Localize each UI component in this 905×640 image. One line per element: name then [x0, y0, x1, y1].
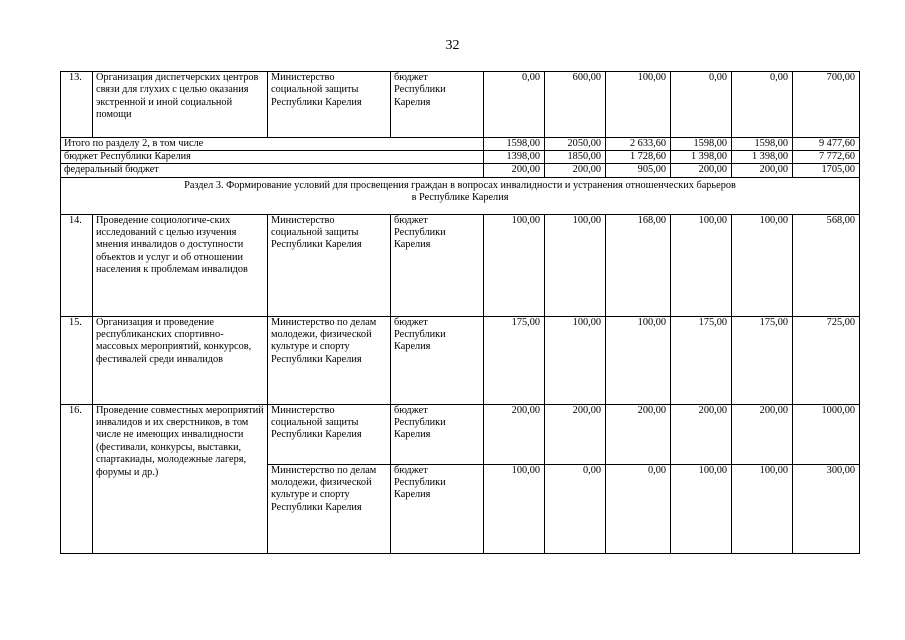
value-cell: 175,00 — [671, 316, 732, 404]
table-row — [61, 316, 860, 404]
value-cell: 9 477,60 — [793, 138, 860, 151]
value-cell: 568,00 — [793, 214, 860, 316]
funding-source: бюджет Республики Карелия — [391, 214, 484, 316]
value-cell: 725,00 — [793, 316, 860, 404]
value-cell: 200,00 — [484, 164, 545, 177]
value-cell: 0,00 — [606, 464, 671, 553]
funding-source: бюджет Республики Карелия — [391, 404, 484, 464]
total-label: федеральный бюджет — [61, 164, 484, 177]
value-cell: 0,00 — [484, 72, 545, 138]
responsible-ministry: Министерство по делам молодежи, физической культуре и спорту Республики Карелия — [268, 316, 391, 404]
value-cell: 175,00 — [484, 316, 545, 404]
value-cell: 0,00 — [732, 72, 793, 138]
value-cell: 1 398,00 — [732, 151, 793, 164]
page-number: 32 — [445, 38, 460, 53]
total-label: Итого по разделу 2, в том числе — [61, 138, 484, 151]
responsible-ministry: Министерство социальной защиты Республики Карелия — [268, 404, 391, 464]
total-row — [61, 151, 860, 164]
value-cell: 100,00 — [732, 214, 793, 316]
row-index: 15. — [61, 316, 93, 404]
row-index: 16. — [61, 404, 93, 553]
activity-name: Проведение совместных мероприятий инвалидов и их сверстников, в том числе не имеющих инвалидности (фестивали, конкурсы, выставки, спартакиады, молодежные лагеря, форумы и др.) — [93, 404, 268, 553]
value-cell: 100,00 — [484, 464, 545, 553]
responsible-ministry: Министерство социальной защиты Республики Карелия — [268, 214, 391, 316]
value-cell: 100,00 — [545, 214, 606, 316]
row-index: 13. — [61, 72, 93, 138]
value-cell: 100,00 — [732, 464, 793, 553]
table-row — [61, 404, 860, 464]
value-cell: 1598,00 — [732, 138, 793, 151]
funding-source: бюджет Республики Карелия — [391, 72, 484, 138]
value-cell: 200,00 — [545, 404, 606, 464]
responsible-ministry: Министерство по делам молодежи, физической культуре и спорту Республики Карелия — [268, 464, 391, 553]
value-cell: 168,00 — [606, 214, 671, 316]
activity-name: Организация и проведение республиканских спортивно-массовых мероприятий, конкурсов, фестивалей среди инвалидов — [93, 316, 268, 404]
value-cell: 1 728,60 — [606, 151, 671, 164]
responsible-ministry: Министерство социальной защиты Республики Карелия — [268, 72, 391, 138]
value-cell: 905,00 — [606, 164, 671, 177]
value-cell: 1398,00 — [484, 151, 545, 164]
value-cell: 700,00 — [793, 72, 860, 138]
value-cell: 100,00 — [484, 214, 545, 316]
activity-name: Организация диспетчерских центров связи для глухих с целью оказания экстренной и иной социальной помощи — [93, 72, 268, 138]
value-cell: 600,00 — [545, 72, 606, 138]
total-label: бюджет Республики Карелия — [61, 151, 484, 164]
table-row — [61, 72, 860, 138]
value-cell: 100,00 — [545, 316, 606, 404]
value-cell: 100,00 — [671, 464, 732, 553]
total-row — [61, 138, 860, 151]
section-heading-row — [61, 177, 860, 214]
table-row — [61, 214, 860, 316]
section-title-line: в Республике Карелия — [411, 192, 509, 204]
section-title — [61, 177, 860, 214]
value-cell: 100,00 — [606, 72, 671, 138]
section-title-line: Раздел 3. Формирование условий для просвещения граждан в вопросах инвалидности и устранения отношенческих барьеров — [184, 179, 736, 191]
value-cell: 175,00 — [732, 316, 793, 404]
value-cell: 200,00 — [732, 164, 793, 177]
value-cell: 100,00 — [671, 214, 732, 316]
funding-source: бюджет Республики Карелия — [391, 316, 484, 404]
value-cell: 200,00 — [484, 404, 545, 464]
value-cell: 200,00 — [545, 164, 606, 177]
value-cell: 300,00 — [793, 464, 860, 553]
program-table — [60, 71, 860, 554]
value-cell: 2050,00 — [545, 138, 606, 151]
funding-source: бюджет Республики Карелия — [391, 464, 484, 553]
value-cell: 200,00 — [671, 404, 732, 464]
value-cell: 1 398,00 — [671, 151, 732, 164]
value-cell: 200,00 — [732, 404, 793, 464]
value-cell: 1598,00 — [671, 138, 732, 151]
value-cell: 100,00 — [606, 316, 671, 404]
value-cell: 1850,00 — [545, 151, 606, 164]
value-cell: 1000,00 — [793, 404, 860, 464]
value-cell: 7 772,60 — [793, 151, 860, 164]
value-cell: 0,00 — [545, 464, 606, 553]
value-cell: 1705,00 — [793, 164, 860, 177]
activity-name: Проведение социологиче-ских исследований с целью изучения мнения инвалидов о доступности объектов и услуг и об отношении населения к проблемам инвалидов — [93, 214, 268, 316]
value-cell: 200,00 — [671, 164, 732, 177]
value-cell: 2 633,60 — [606, 138, 671, 151]
value-cell: 1598,00 — [484, 138, 545, 151]
value-cell: 200,00 — [606, 404, 671, 464]
value-cell: 0,00 — [671, 72, 732, 138]
total-row — [61, 164, 860, 177]
row-index: 14. — [61, 214, 93, 316]
